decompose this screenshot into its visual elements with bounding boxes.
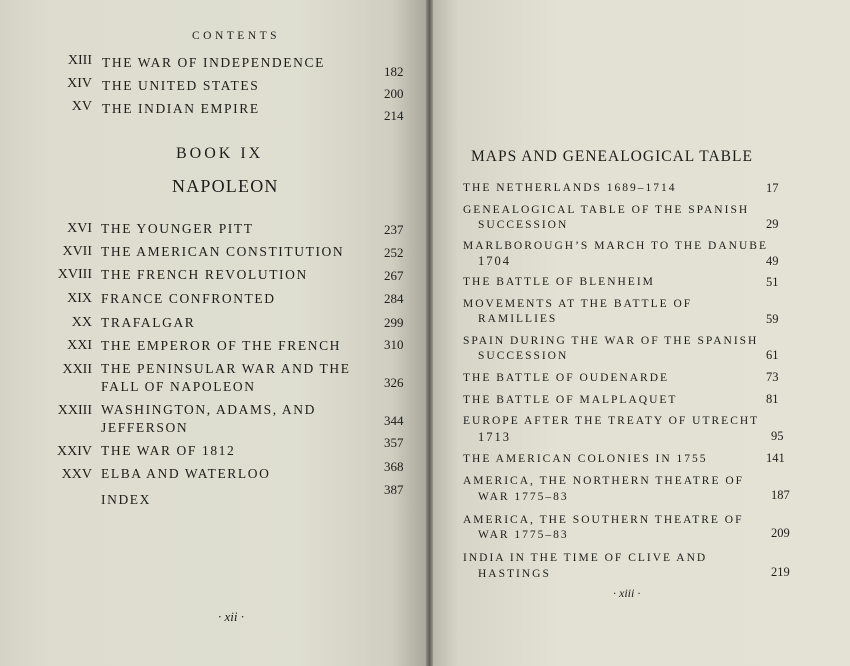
map-title: AMERICA, THE NORTHERN THEATRE OF xyxy=(463,475,745,487)
chapter-page: 214 xyxy=(384,108,404,123)
map-title: MARLBOROUGH’S MARCH TO THE DANUBE xyxy=(463,240,768,252)
chapter-title: THE WAR OF INDEPENDENCE xyxy=(102,55,325,70)
index-title: INDEX xyxy=(101,492,151,507)
map-title: THE BATTLE OF BLENHEIM xyxy=(463,276,655,288)
chapter-numeral: XXIII xyxy=(57,403,92,418)
chapter-title: THE EMPEROR OF THE FRENCH xyxy=(101,338,342,353)
chapter-numeral: XXV xyxy=(61,467,92,482)
chapter-page: 344 xyxy=(384,413,404,428)
chapter-page: 200 xyxy=(384,86,404,101)
map-title-continued: RAMILLIES xyxy=(478,313,558,325)
chapter-page: 237 xyxy=(384,222,404,237)
map-title: THE AMERICAN COLONIES IN 1755 xyxy=(463,453,708,465)
chapter-page: 299 xyxy=(384,315,404,330)
map-page: 81 xyxy=(766,392,779,406)
map-page: 51 xyxy=(766,275,779,289)
map-title: MOVEMENTS AT THE BATTLE OF xyxy=(463,298,693,310)
page-folio: · xiii · xyxy=(613,586,641,600)
map-title-continued: SUCCESSION xyxy=(478,219,569,231)
map-title: AMERICA, THE SOUTHERN THEATRE OF xyxy=(463,514,744,526)
chapter-numeral: XVII xyxy=(62,244,92,259)
book-title: NAPOLEON xyxy=(172,176,279,196)
map-title: THE NETHERLANDS 1689–1714 xyxy=(463,182,677,194)
chapter-title: THE AMERICAN CONSTITUTION xyxy=(101,244,345,259)
chapter-numeral: XV xyxy=(71,99,92,114)
chapter-title: ELBA AND WATERLOO xyxy=(101,466,271,481)
chapter-title: WASHINGTON, ADAMS, AND xyxy=(101,402,316,417)
map-page: 59 xyxy=(766,312,779,326)
chapter-title: TRAFALGAR xyxy=(101,315,196,330)
chapter-title: THE UNITED STATES xyxy=(102,78,260,93)
chapter-page: 357 xyxy=(384,435,404,450)
map-page: 61 xyxy=(766,348,779,362)
map-page: 187 xyxy=(771,488,790,502)
chapter-title: THE WAR OF 1812 xyxy=(101,443,236,458)
book-label: BOOK IX xyxy=(176,145,264,162)
chapter-title: FRANCE CONFRONTED xyxy=(101,291,276,306)
map-title: SPAIN DURING THE WAR OF THE SPANISH xyxy=(463,335,759,347)
right-page xyxy=(433,0,850,666)
page-folio: · xii · xyxy=(218,609,244,624)
chapter-page: 368 xyxy=(384,459,404,474)
chapter-title: THE INDIAN EMPIRE xyxy=(102,101,260,116)
map-title-continued: 1713 xyxy=(478,430,511,444)
chapter-numeral: XVI xyxy=(67,221,92,236)
map-page: 73 xyxy=(766,370,779,384)
chapter-page: 326 xyxy=(384,375,404,390)
index-page: 387 xyxy=(384,482,404,497)
map-page: 49 xyxy=(766,254,779,268)
map-page: 219 xyxy=(771,565,790,579)
chapter-numeral: XIII xyxy=(67,53,92,68)
map-title-continued: WAR 1775–83 xyxy=(478,491,569,503)
contents-heading: CONTENTS xyxy=(192,30,281,42)
map-title: THE BATTLE OF OUDENARDE xyxy=(463,372,670,384)
chapter-title: THE YOUNGER PITT xyxy=(101,221,254,236)
map-title: GENEALOGICAL TABLE OF THE SPANISH xyxy=(463,204,750,216)
map-title-continued: SUCCESSION xyxy=(478,350,569,362)
chapter-numeral: XXI xyxy=(67,338,92,353)
chapter-title-continued: JEFFERSON xyxy=(101,420,189,435)
map-page: 95 xyxy=(771,429,784,443)
chapter-page: 182 xyxy=(384,64,404,79)
chapter-title-continued: FALL OF NAPOLEON xyxy=(101,379,256,394)
chapter-numeral: XIX xyxy=(67,291,92,306)
maps-heading: MAPS AND GENEALOGICAL TABLE xyxy=(471,148,753,165)
map-title: EUROPE AFTER THE TREATY OF UTRECHT xyxy=(463,415,760,427)
map-title-continued: 1704 xyxy=(478,254,511,268)
map-title: INDIA IN THE TIME OF CLIVE AND xyxy=(463,552,708,564)
map-title-continued: WAR 1775–83 xyxy=(478,529,569,541)
chapter-numeral: XVIII xyxy=(57,267,92,282)
map-page: 209 xyxy=(771,526,790,540)
chapter-page: 310 xyxy=(384,337,404,352)
map-title-continued: HASTINGS xyxy=(478,568,551,580)
chapter-page: 267 xyxy=(384,268,404,283)
map-page: 17 xyxy=(766,181,779,195)
chapter-numeral: XXIV xyxy=(57,444,92,459)
map-page: 141 xyxy=(766,451,785,465)
chapter-numeral: XIV xyxy=(67,76,92,91)
chapter-numeral: XX xyxy=(71,315,92,330)
map-page: 29 xyxy=(766,217,779,231)
chapter-numeral: XXII xyxy=(62,362,92,377)
map-title: THE BATTLE OF MALPLAQUET xyxy=(463,394,678,406)
chapter-page: 284 xyxy=(384,291,404,306)
chapter-page: 252 xyxy=(384,245,404,260)
chapter-title: THE PENINSULAR WAR AND THE xyxy=(101,361,351,376)
chapter-title: THE FRENCH REVOLUTION xyxy=(101,267,308,282)
book-gutter xyxy=(426,0,433,666)
